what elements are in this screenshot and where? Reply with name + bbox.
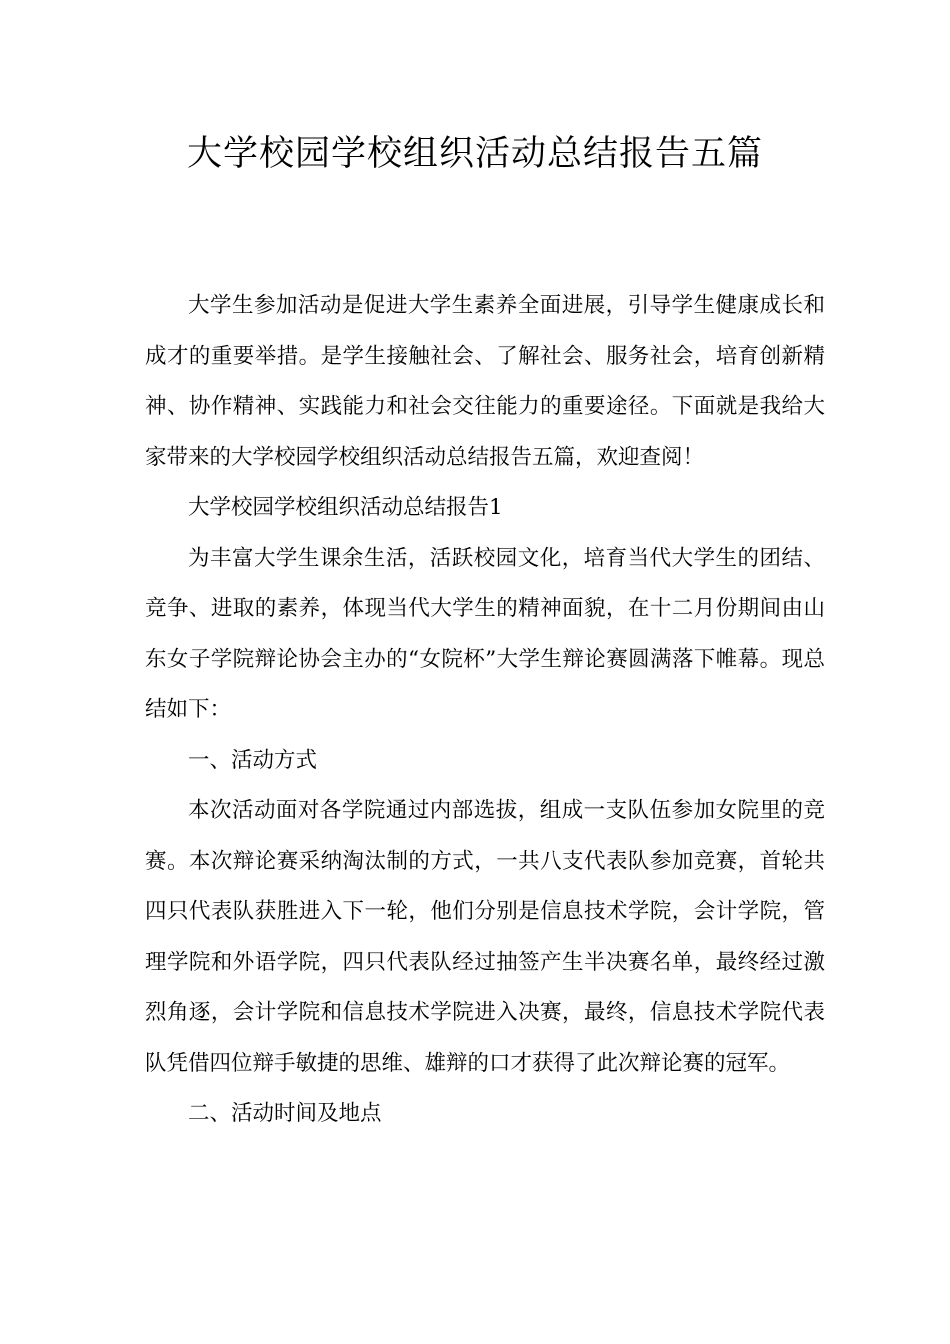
document-body bbox=[145, 281, 825, 1140]
intro-paragraph: 大学生参加活动是促进大学生素养全面进展，引导学生健康成长和成才的重要举措。是学生接触社会、了解社会、服务社会，培育创新精神、协作精神、实践能力和社会交往能力的重要途径。下面就是我给大家带来的大学校园学校组织活动总结报告五篇，欢迎查阅！ bbox=[145, 293, 825, 470]
section-heading-time-location: 二、活动时间及地点 bbox=[188, 1101, 382, 1126]
report-1-paragraph: 为丰富大学生课余生活，活跃校园文化，培育当代大学生的团结、竞争、进取的素养，体现当代大学生的精神面貌，在十二月份期间由山东女子学院辩论协会主办的“女院杯”大学生辩论赛圆满落下帷幕。现总结如下： bbox=[145, 545, 825, 722]
document-title: 大学校园学校组织活动总结报告五篇 bbox=[186, 134, 763, 174]
section-heading-activity-method: 一、活动方式 bbox=[188, 747, 318, 773]
activity-method-paragraph: 本次活动面对各学院通过内部选拔，组成一支队伍参加女院里的竞赛。本次辩论赛采纳淘汰制的方式，一共八支代表队参加竞赛，首轮共四只代表队获胜进入下一轮，他们分别是信息技术学院，会计学院，管理学院和外语学院，四只代表队经过抽签产生半决赛名单，最终经过激烈角逐，会计学院和信息技术学院进入决赛，最终，信息技术学院代表队凭借四位辩手敏捷的思维、雄辩的口才获得了此次辩论赛的冠军。 bbox=[145, 798, 825, 1076]
section-heading-report-1: 大学校园学校组织活动总结报告1 bbox=[188, 495, 503, 520]
